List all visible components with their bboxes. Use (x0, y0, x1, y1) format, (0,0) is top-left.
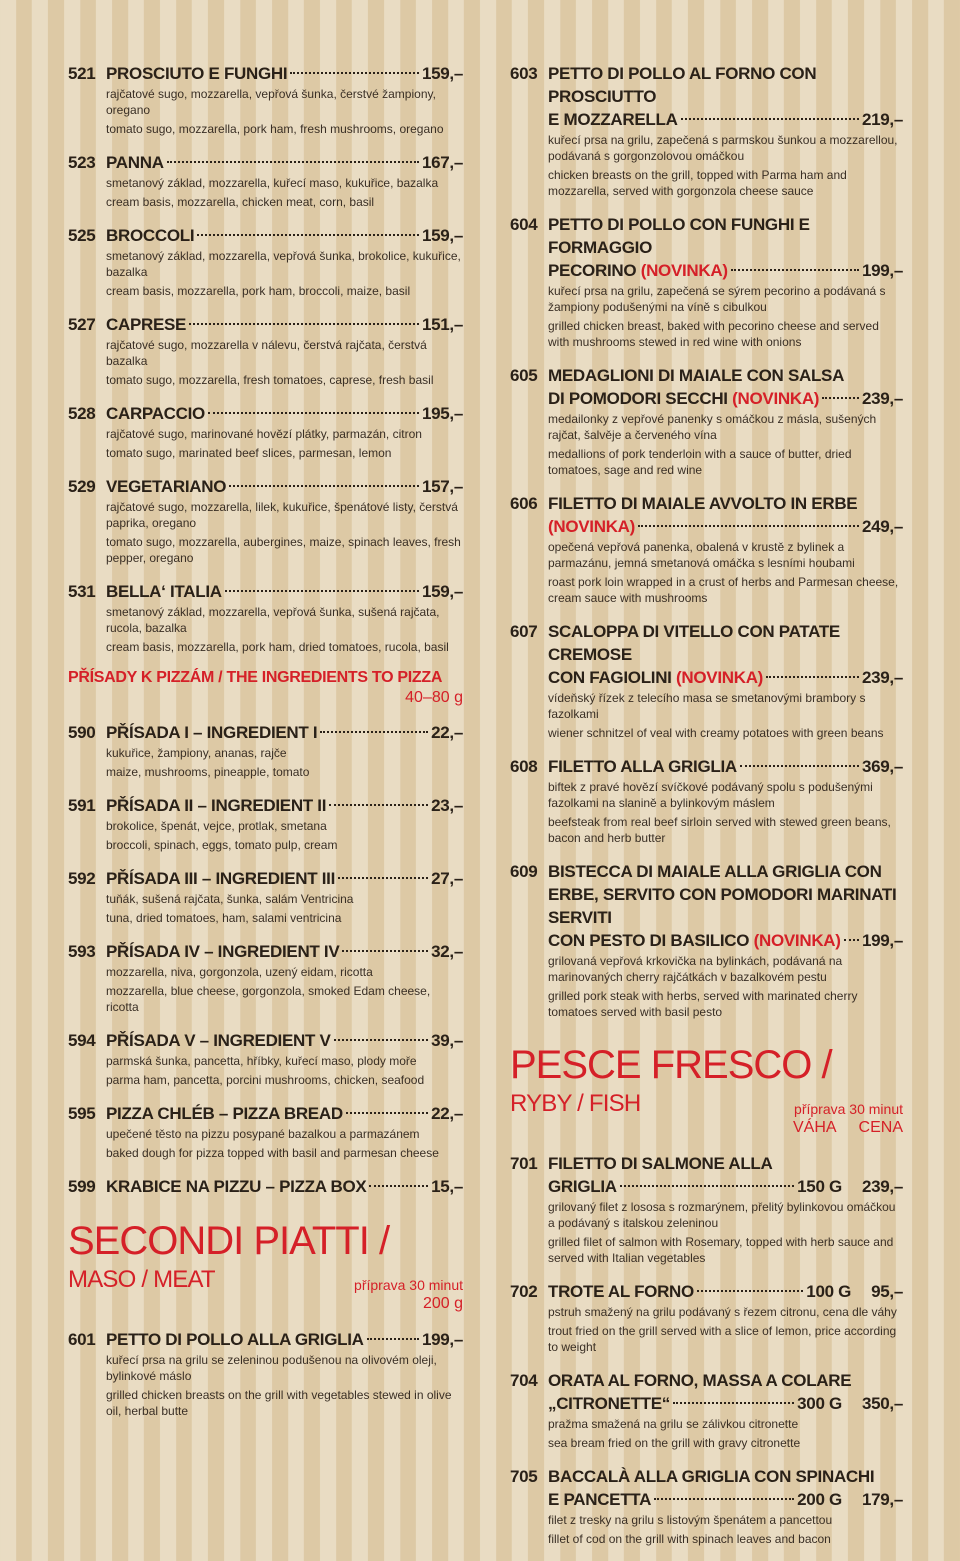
item-weight: 150 G (797, 1177, 842, 1196)
portion-weight: 200 g (422, 1295, 463, 1312)
item-number: 701 (510, 1154, 538, 1173)
item-price: 22,– (431, 1104, 463, 1123)
item-price: 27,– (431, 869, 463, 888)
menu-item (68, 62, 463, 137)
dot-leader (766, 676, 859, 678)
item-price: 15,– (431, 1177, 463, 1196)
description-en: grilled filet of salmon with Rosemary, topped with herb sauce and served with Italian vegetables (548, 1235, 894, 1265)
item-name-top: PETTO DI POLLO AL FORNO CON PROSCIUTTO (548, 64, 817, 106)
item-name: PŘÍSADA III – INGREDIENT III (106, 869, 336, 888)
item-number: 593 (68, 942, 96, 961)
description-en: mozzarella, blue cheese, gorgonzola, smoked Edam cheese, ricotta (106, 984, 431, 1014)
item-number: 605 (510, 366, 538, 385)
menu-item (68, 1328, 463, 1419)
item-number: 608 (510, 757, 538, 776)
new-badge: (NOVINKA) (640, 261, 728, 280)
item-name: KRABICE NA PIZZU – PIZZA BOX (106, 1177, 367, 1196)
section-title-pesce: PESCE FRESCO / (510, 1043, 832, 1087)
dot-leader (731, 269, 859, 271)
description-cz: medailonky z vepřové panenky s omáčkou z másla, sušených rajčat, šalvěje a červeného vína (548, 412, 877, 442)
description-cz: opečená vepřová panenka, obalená v krustě z bylinek a parmazánu, jemná smetanová omáčka s lesními houbami (548, 540, 855, 570)
dot-leader (320, 731, 428, 733)
item-name: GRIGLIA (548, 1177, 617, 1196)
description-cz: filet z tresky na grilu s listovým špenátem a pancettou (548, 1513, 833, 1527)
description-en: cream basis, mozzarella, pork ham, broccoli, maize, basil (106, 284, 411, 298)
dot-leader (681, 118, 859, 120)
item-number: 702 (510, 1282, 538, 1301)
item-name: CON FAGIOLINI (548, 668, 677, 687)
item-name: PANNA (106, 153, 164, 172)
item-number: 528 (68, 404, 96, 423)
menu-item (68, 721, 463, 780)
item-number: 607 (510, 622, 538, 641)
dot-leader (338, 877, 428, 879)
item-price: 369,– (861, 757, 903, 776)
item-weight: 200 G (797, 1490, 842, 1509)
item-name-top: SCALOPPA DI VITELLO CON PATATE CREMOSE (548, 622, 840, 664)
description-en: cream basis, mozzarella, chicken meat, corn, basil (106, 195, 375, 209)
preparation-note: příprava 30 minut (794, 1101, 903, 1117)
dot-leader (290, 72, 419, 74)
menu-item (510, 1152, 903, 1266)
menu-item (68, 313, 463, 388)
item-price: 95,– (871, 1282, 903, 1301)
dot-leader (620, 1185, 794, 1187)
item-name: PETTO DI POLLO ALLA GRIGLIA (106, 1330, 364, 1349)
item-name: PROSCIUTO E FUNGHI (106, 64, 288, 83)
menu-item (68, 867, 463, 926)
dot-leader (346, 1112, 428, 1114)
section-subtitle-fish: RYBY / FISH (510, 1090, 641, 1117)
dot-leader (208, 412, 419, 414)
item-name: PŘÍSADA I – INGREDIENT I (106, 723, 318, 742)
item-name: PECORINO (548, 261, 641, 280)
description-en: wiener schnitzel of veal with creamy potatoes with green beans (548, 726, 884, 740)
description-cz: grilovaný filet z lososa s rozmarýnem, přelitý bylinkovou omáčkou a podávaný s italskou zeleninou (548, 1200, 896, 1230)
right-column (510, 62, 903, 1561)
item-name: „CITRONETTE“ (548, 1394, 671, 1413)
column-header-weight: VÁHA (792, 1119, 837, 1136)
menu-item (510, 213, 903, 350)
item-name: TROTE AL FORNO (548, 1282, 694, 1301)
menu-item (510, 1465, 903, 1547)
item-price: 32,– (431, 942, 463, 961)
item-number: 594 (68, 1031, 96, 1050)
item-number: 525 (68, 226, 96, 245)
menu-item (510, 620, 903, 741)
item-number: 601 (68, 1330, 96, 1349)
description-en: tomato sugo, marinated beef slices, parmesan, lemon (106, 446, 392, 460)
dot-leader (369, 1185, 428, 1187)
item-number: 704 (510, 1371, 538, 1390)
item-number: 529 (68, 477, 96, 496)
description-en: tuna, dried tomatoes, ham, salami ventricina (106, 911, 342, 925)
description-en: tomato sugo, mozzarella, fresh tomatoes, caprese, fresh basil (106, 373, 434, 387)
dot-leader (329, 804, 428, 806)
description-cz: smetanový základ, mozzarella, vepřová šunka, sušená rajčata, rucola, bazalka (106, 605, 440, 635)
description-cz: mozzarella, niva, gorgonzola, uzený eidam, ricotta (106, 965, 373, 979)
dot-leader (638, 525, 859, 527)
menu-item (510, 755, 903, 846)
item-name: PŘÍSADA V – INGREDIENT V (106, 1031, 331, 1050)
item-price: 167,– (421, 153, 463, 172)
description-cz: rajčatové sugo, mozzarella, lilek, kukuřice, špenátové listy, čerstvá paprika, oregano (106, 500, 458, 530)
item-name: CON PESTO DI BASILICO (548, 931, 754, 950)
item-name-top: BACCALÀ ALLA GRIGLIA CON SPINACHI (548, 1467, 875, 1486)
description-en: parma ham, pancetta, porcini mushrooms, chicken, seafood (106, 1073, 425, 1087)
item-price: 249,– (861, 517, 903, 536)
description-en: beefsteak from real beef sirloin served with stewed green beans, bacon and herb butter (548, 815, 891, 845)
dot-leader (654, 1498, 794, 1500)
description-en: chicken breasts on the grill, topped with Parma ham and mozzarella, served with gorgonzola cheese sauce (548, 168, 847, 198)
description-cz: pražma smažená na grilu se zálivkou citronette (548, 1417, 799, 1431)
menu-item (510, 492, 903, 606)
description-en: sea bream fried on the grill with gravy citronette (548, 1436, 801, 1450)
description-cz: parmská šunka, pancetta, hříbky, kuřecí maso, plody moře (106, 1054, 417, 1068)
description-cz: brokolice, špenát, vejce, protlak, smetana (106, 819, 327, 833)
dot-leader (225, 590, 419, 592)
item-number: 523 (68, 153, 96, 172)
menu-item (68, 794, 463, 853)
item-name-top: FILETTO DI SALMONE ALLA (548, 1154, 773, 1173)
description-cz: biftek z pravé hovězí svíčkové podávaný spolu s podušenými fazolkami na slanině a bylinkovým máslem (548, 780, 873, 810)
dot-leader (334, 1039, 429, 1041)
description-en: fillet of cod on the grill with spinach leaves and bacon (548, 1532, 831, 1546)
item-price: 159,– (421, 582, 463, 601)
item-name-top: PETTO DI POLLO CON FUNGHI E FORMAGGIO (548, 215, 810, 257)
item-name: CAPRESE (106, 315, 187, 334)
item-number: 527 (68, 315, 96, 334)
item-price: 239,– (861, 389, 903, 408)
menu-item (68, 1102, 463, 1161)
description-en: grilled pork steak with herbs, served with marinated cherry tomatoes served with basil pesto (548, 989, 858, 1019)
description-cz: rajčatové sugo, mozzarella, vepřová šunka, čerstvé žampiony, oregano (106, 87, 436, 117)
item-weight: 100 G (806, 1282, 852, 1301)
dot-leader (229, 485, 419, 487)
dot-leader (167, 161, 419, 163)
item-name: BELLA‘ ITALIA (106, 582, 222, 601)
item-number: 590 (68, 723, 96, 742)
dot-leader (367, 1338, 419, 1340)
description-cz: kukuřice, žampiony, ananas, rajče (106, 746, 287, 760)
menu-item (510, 1280, 903, 1355)
description-en: cream basis, mozzarella, pork ham, dried tomatoes, rucola, basil (106, 640, 449, 654)
item-price: 195,– (421, 404, 463, 423)
item-price: 157,– (421, 477, 463, 496)
item-price: 350,– (861, 1394, 903, 1413)
description-cz: grilovaná vepřová krkovička na bylinkách, podávaná na marinovaných cherry rajčátkách v bazalkovém pestu (548, 954, 843, 984)
item-number: 705 (510, 1467, 538, 1486)
menu-item (510, 62, 903, 199)
description-en: broccoli, spinach, eggs, tomato pulp, cream (106, 838, 338, 852)
item-name-top: FILETTO DI MAIALE AVVOLTO IN ERBE (548, 494, 858, 513)
item-name: E PANCETTA (548, 1490, 652, 1509)
dot-leader (697, 1290, 803, 1292)
menu-item (510, 1369, 903, 1451)
item-number: 591 (68, 796, 96, 815)
description-cz: smetanový základ, mozzarella, kuřecí maso, kukuřice, bazalka (106, 176, 439, 190)
description-cz: rajčatové sugo, marinované hovězí plátky, parmazán, citron (106, 427, 422, 441)
description-en: medallions of pork tenderloin with a sauce of butter, dried tomatoes, sage and red wine (548, 447, 852, 477)
description-cz: kuřecí prsa na grilu, zapečená s parmskou šunkou a mozzarellou, podávaná s gorgonzolovou omáčkou (548, 133, 898, 163)
item-price: 239,– (861, 668, 903, 687)
description-cz: tuňák, sušená rajčata, šunka, salám Ventricina (106, 892, 354, 906)
item-name-top: ORATA AL FORNO, MASSA A COLARE (548, 1371, 852, 1390)
item-number: 609 (510, 862, 538, 881)
description-cz: upečené těsto na pizzu posypané bazalkou a parmazánem (106, 1127, 420, 1141)
menu-item (510, 364, 903, 478)
description-en: roast pork loin wrapped in a crust of herbs and Parmesan cheese, cream sauce with mushrooms (548, 575, 899, 605)
description-cz: kuřecí prsa na grilu se zeleninou podušenou na olivovém oleji, bylinkové máslo (106, 1353, 437, 1383)
menu-item (68, 402, 463, 461)
description-en: baked dough for pizza topped with basil and parmesan cheese (106, 1146, 439, 1160)
ingredients-weight-note: 40–80 g (405, 689, 463, 706)
dot-leader (189, 323, 419, 325)
menu-item (68, 1175, 463, 1198)
description-en: trout fried on the grill served with a slice of lemon, price according to weight (548, 1324, 897, 1354)
item-name: PIZZA CHLÉB – PIZZA BREAD (106, 1104, 343, 1123)
item-price: 179,– (861, 1490, 903, 1509)
menu-item (68, 151, 463, 210)
description-cz: rajčatové sugo, mozzarella v nálevu, čerstvá rajčata, čerstvá bazalka (106, 338, 427, 368)
menu-item (510, 860, 903, 1020)
item-price: 199,– (861, 261, 903, 280)
section-title-secondi: SECONDI PIATTI / (68, 1219, 390, 1263)
item-name: E MOZZARELLA (548, 110, 678, 129)
menu-item (68, 475, 463, 566)
item-number: 603 (510, 64, 538, 83)
dot-leader (342, 950, 428, 952)
item-price: 22,– (431, 723, 463, 742)
left-column (68, 62, 463, 1433)
item-name-top: BISTECCA DI MAIALE ALLA GRIGLIA CON ERBE, SERVITO CON POMODORI MARINATI SERVITI (548, 862, 897, 927)
item-number: 595 (68, 1104, 96, 1123)
item-price: 159,– (421, 64, 463, 83)
dot-leader (822, 397, 859, 399)
menu-item (68, 224, 463, 299)
item-name-top: MEDAGLIONI DI MAIALE CON SALSA (548, 366, 845, 385)
description-en: grilled chicken breast, baked with pecorino cheese and served with mushrooms stewed in red wine with onions (548, 319, 879, 349)
item-price: 39,– (431, 1031, 463, 1050)
menu-item (68, 940, 463, 1015)
description-en: tomato sugo, mozzarella, aubergines, maize, spinach leaves, fresh pepper, oregano (106, 535, 461, 565)
item-number: 606 (510, 494, 538, 513)
dot-leader (740, 765, 859, 767)
new-badge: (NOVINKA) (548, 517, 636, 536)
menu-item (68, 1029, 463, 1088)
item-number: 592 (68, 869, 96, 888)
dot-leader (673, 1402, 794, 1404)
item-number: 599 (68, 1177, 96, 1196)
item-name: BROCCOLI (106, 226, 195, 245)
item-price: 23,– (431, 796, 463, 815)
new-badge: (NOVINKA) (732, 389, 820, 408)
description-en: tomato sugo, mozzarella, pork ham, fresh mushrooms, oregano (106, 122, 444, 136)
description-en: maize, mushrooms, pineapple, tomato (106, 765, 310, 779)
preparation-note: příprava 30 minut (354, 1277, 463, 1293)
item-name: DI POMODORI SECCHI (548, 389, 733, 408)
item-number: 604 (510, 215, 538, 234)
item-name: VEGETARIANO (106, 477, 227, 496)
dot-leader (844, 939, 859, 941)
new-badge: (NOVINKA) (753, 931, 841, 950)
item-price: 219,– (861, 110, 903, 129)
column-header-price: CENA (858, 1119, 903, 1136)
item-weight: 300 G (797, 1394, 842, 1413)
new-badge: (NOVINKA) (676, 668, 764, 687)
description-en: grilled chicken breasts on the grill with vegetables stewed in olive oil, herbal butte (106, 1388, 452, 1418)
description-cz: smetanový základ, mozzarella, vepřová šunka, brokolice, kukuřice, bazalka (106, 249, 461, 279)
item-number: 531 (68, 582, 96, 601)
menu-item (68, 580, 463, 655)
description-cz: vídeňský řízek z telecího masa se smetanovými brambory s fazolkami (548, 691, 866, 721)
dot-leader (197, 234, 419, 236)
item-price: 199,– (861, 931, 903, 950)
item-price: 199,– (421, 1330, 463, 1349)
ingredients-heading: PŘÍSADY K PIZZÁM / THE INGREDIENTS TO PIZZA (68, 669, 443, 686)
item-name: FILETTO ALLA GRIGLIA (548, 757, 737, 776)
item-name: PŘÍSADA II – INGREDIENT II (106, 796, 327, 815)
item-name: CARPACCIO (106, 404, 205, 423)
item-price: 159,– (421, 226, 463, 245)
description-cz: kuřecí prsa na grilu, zapečená se sýrem pecorino a podávaná s žampiony podušenými na víně s cibulkou (548, 284, 886, 314)
item-number: 521 (68, 64, 96, 83)
item-name: PŘÍSADA IV – INGREDIENT IV (106, 942, 340, 961)
item-price: 239,– (861, 1177, 903, 1196)
section-subtitle-meat: MASO / MEAT (68, 1266, 215, 1293)
description-cz: pstruh smažený na grilu podávaný s řezem citronu, cena dle váhy (548, 1305, 897, 1319)
item-price: 151,– (421, 315, 463, 334)
